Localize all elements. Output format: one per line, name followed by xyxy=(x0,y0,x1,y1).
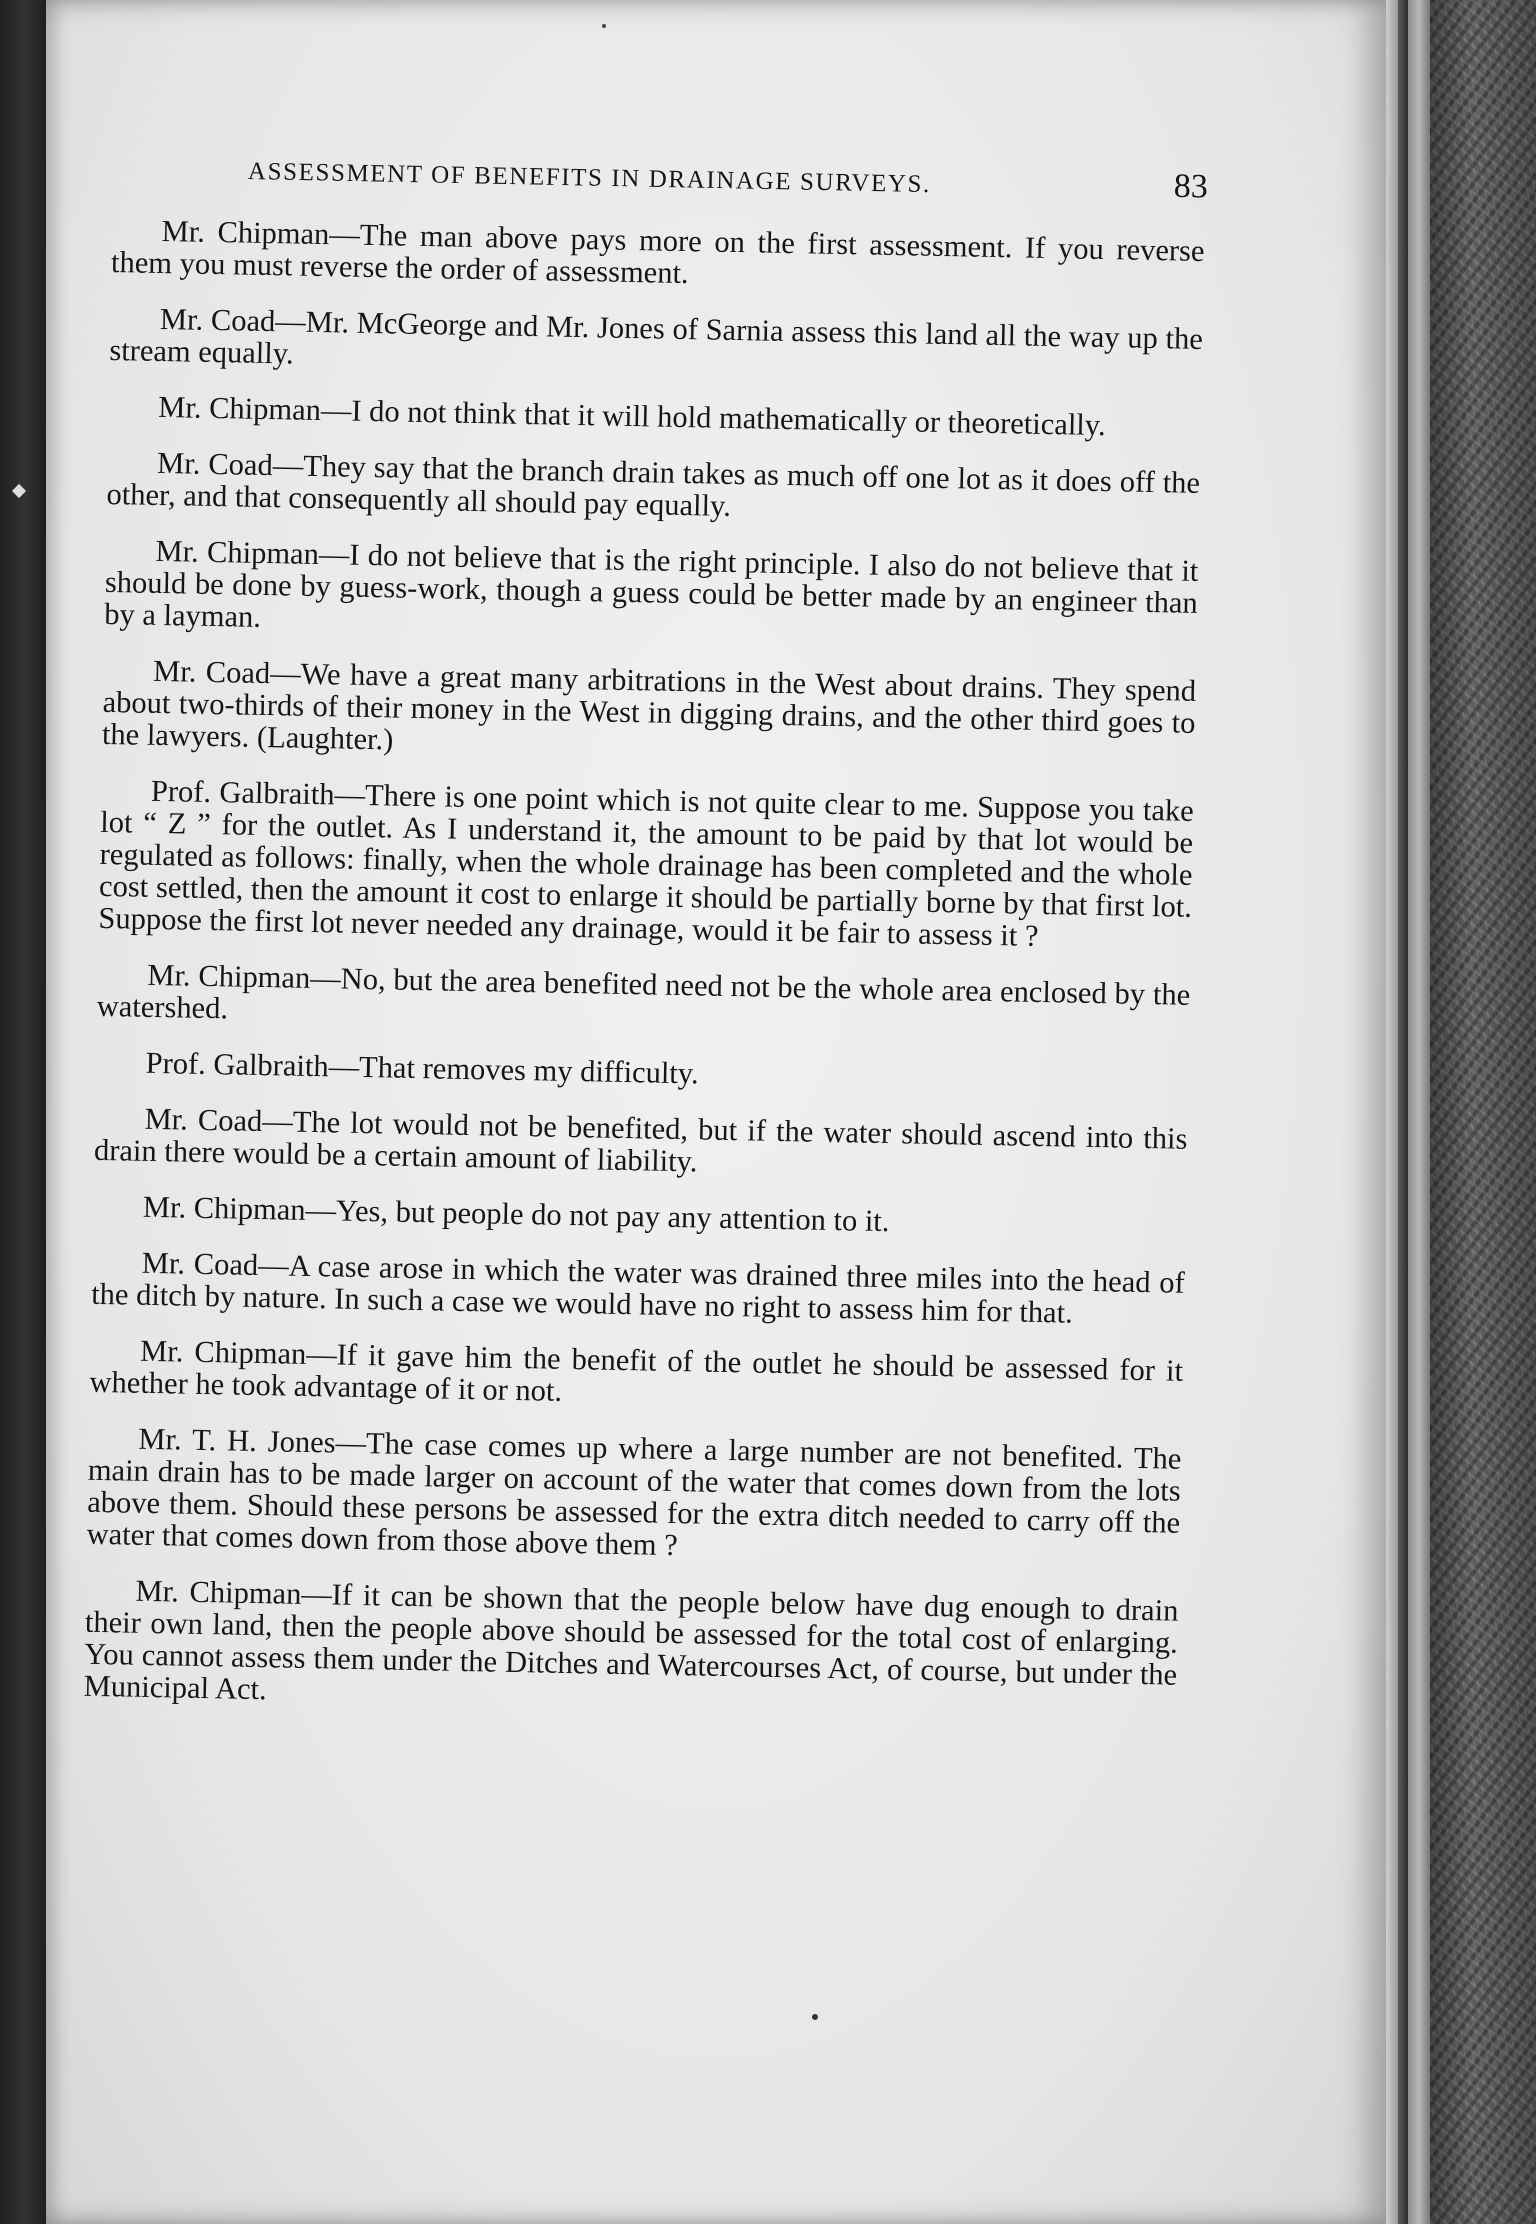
paragraph: Prof. Galbraith—That removes my difficulty. xyxy=(145,1045,700,1091)
paragraph: Mr. Coad—A case arose in which the water was drained three miles into the head of the ditch by nature. In such a case we would have no right to assess him for that. xyxy=(90,1245,1186,1330)
speck-mark xyxy=(812,2014,818,2020)
paragraph: Mr. Coad—We have a great many arbitrations in the West about drains. They spend about two-thirds of their money in the West in digging drains, and the other third goes to the lawyers. (Laughter.) xyxy=(101,653,1197,757)
page-edge-grey xyxy=(1408,0,1430,2224)
paragraph: Mr. Chipman—I do not believe that is the right principle. I also do not believe that it should be done by guess-work, though a guess could be better made by an engineer than by a layman. xyxy=(103,533,1199,634)
page-edge-dark xyxy=(1398,0,1408,2224)
paragraph: Mr. Chipman—I do not think that it will hold mathematically or theoretically. xyxy=(157,389,1107,443)
book-cover-shade xyxy=(1430,0,1536,2224)
paragraph: Mr. Chipman—The man above pays more on the first assessment. If you reverse them you must reverse the order of assessment. xyxy=(110,213,1205,291)
running-head: ASSESSMENT OF BENEFITS IN DRAINAGE SURVEYS. xyxy=(247,158,932,199)
paragraph: Mr. Chipman—Yes, but people do not pay any attention to it. xyxy=(142,1189,890,1239)
paragraph: Mr. Chipman—If it can be shown that the people below have dug enough to drain their own land, then the people above should be assessed for the total cost of enlarging. You cannot assess them under the Ditches and Watercourses Act, of course, but under the Municipal Act. xyxy=(83,1573,1179,1707)
paragraph: Mr. Chipman—No, but the area benefited need not be the whole area enclosed by the watershed. xyxy=(96,957,1191,1026)
paragraph: Mr. Coad—They say that the branch drain takes as much off one lot as it does off the other, and that consequently all should pay equally. xyxy=(106,445,1201,523)
paragraph: Mr. Chipman—If it gave him the benefit of the outlet he should be assessed for it whether he took advantage of it or not. xyxy=(89,1333,1184,1408)
page-number: 83 xyxy=(1173,167,1209,206)
body-text xyxy=(83,214,1205,1747)
speck-mark xyxy=(602,24,606,28)
paragraph: Mr. T. H. Jones—The case comes up where a large number are not benefited. The main drain has to be made larger on account of the water that comes down from the lots above them. Should these persons be assessed for the extra ditch needed to carry off the water that comes down from those above them ? xyxy=(86,1421,1182,1563)
paragraph: Mr. Coad—Mr. McGeorge and Mr. Jones of Sarnia assess this land all the way up the stream equally. xyxy=(109,301,1204,371)
left-page-edge xyxy=(0,0,46,2224)
paragraph: Prof. Galbraith—There is one point which is not quite clear to me. Suppose you take lot “ Z ” for the outlet. As I understand it, the amount to be paid by that lot would be regulated as follows: finally, when the whole drainage has been completed and the whole cost settled, then the amount it cost to enlarge it should be partially borne by that first lot. Suppose the first lot never needed any drainage, would it be fair to assess it ? xyxy=(98,773,1195,953)
page-edge-light xyxy=(1386,0,1398,2224)
paragraph: Mr. Coad—The lot would not be benefited, but if the water should ascend into this drain there would be a certain amount of liability. xyxy=(93,1101,1188,1179)
